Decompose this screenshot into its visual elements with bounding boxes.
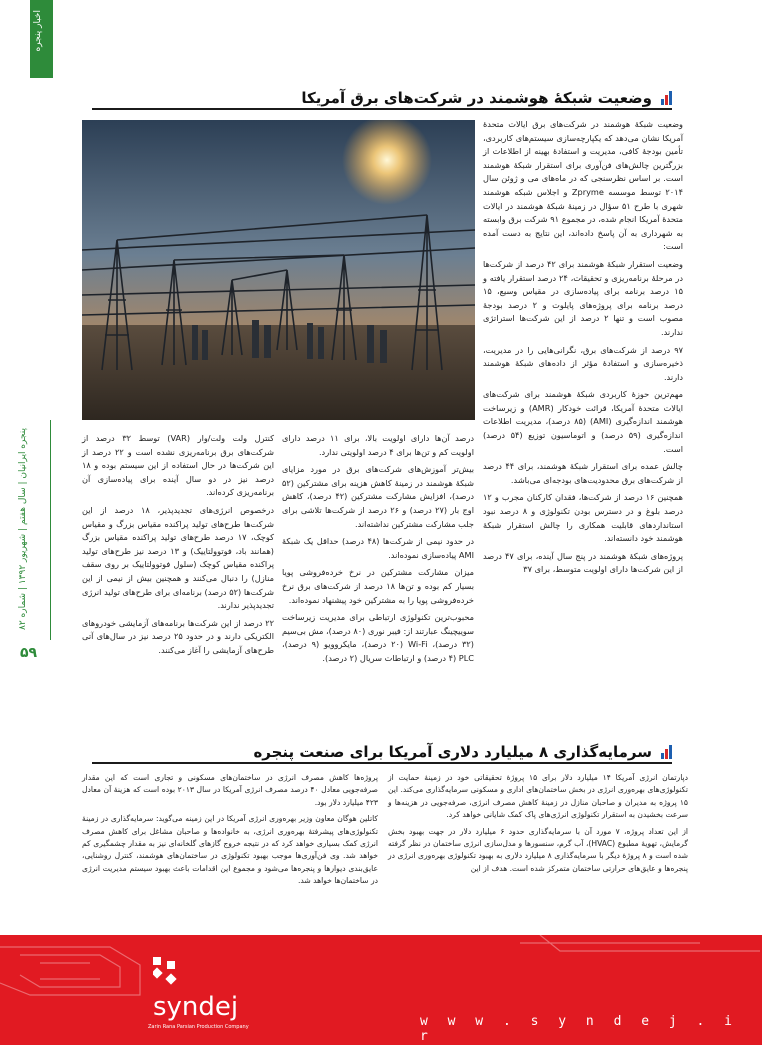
logo-wordmark: syndej [153, 992, 239, 1022]
issue-caption: پنجره ایرانیان | سال هفتم | شهریور ۱۳۹۲ | شماره ۸۲ [18, 427, 28, 630]
side-divider-lower [50, 420, 51, 640]
paragraph: وضعیت شبکۀ هوشمند در شرکت‌های برق ایالات متحدۀ آمریکا نشان می‌دهد که یکپارچه‌سازی سیستم‌های کاربردی، تأمین بودجۀ کافی، مدیریت و استفادۀ بهینه از اطلاعات از بزرگترین چالش‌های فن‌آوری برای استقرار شبکۀ هوشمند است. بر اساس نظرسنجی که در ماه‌های می و ژوئن سال ۲۰۱۴ توسط موسسه Zpryme و اجلاس شبکه هوشمند شهری با طرح ۵۱ سؤال در زمینۀ شبکۀ هوشمند در ایالات متحدۀ آمریکا انجام شده، در مجموع ۹۱ شرکت برق وابسته به شهرداری به آن پاسخ داده‌اند، این نتایج به دست آمده است: [483, 119, 683, 252]
article2-column-right [388, 772, 688, 879]
article1-title-rule [92, 108, 672, 110]
banner-slogan: سیندژ پروفیلی مطمئن برای پنجره‌های دوجداره U.P.V.C [364, 56, 722, 71]
paragraph: درصد آن‌ها دارای اولویت بالا، برای ۱۱ درصد دارای اولویت کم و تن‌ها برای ۴ درصد اولویتی ندارد. [282, 433, 474, 457]
substation-photo [82, 120, 475, 420]
article1-title: وضعیت شبکۀ هوشمند در شرکت‌های برق آمریکا [301, 89, 652, 107]
paragraph: وضعیت استقرار شبکۀ هوشمند برای ۴۲ درصد از شرکت‌ها در مرحلۀ برنامه‌ریزی و تحقیقات، ۲۴ درصد استقرار یافته و ۱۵ درصد برنامه برای پیاده‌سازی در مقیاس وسیع، ۱۵ درصد برنامه برای پروژه‌های پایلوت و ۲ درصد بودجۀ مصوب است و تنها ۲ درصد از این شرکت‌ها استراتژی ندارند. [483, 258, 684, 337]
section-tab-label: اخبار پنجره [33, 10, 43, 52]
paragraph: ۹۷ درصد از شرکت‌های برق، نگرانی‌هایی را در مدیریت، ذخیره‌سازی و استفادۀ مؤثر از داده‌های شبکۀ هوشمند دارند. [483, 344, 683, 382]
article1-column-left [82, 432, 274, 662]
article2-title: سرمایه‌گذاری ۸ میلیارد دلاری آمریکا برای صنعت پنجره [253, 743, 652, 761]
paragraph: مهم‌ترین حوزۀ کاربردی شبکۀ هوشمند برای شرکت‌های ایالات متحدۀ آمریکا، قرائت خودکار (AMR) و زیرساخت هوشمند اندازه‌گیری (AMI) (۸۵ درصد)، مدیریت اطلاعات اندازه‌گیری (۵۹ درصد) و اتوماسیون توزیع (۵۴ درصد) است. [483, 389, 683, 454]
article1-column-middle [282, 432, 474, 670]
bar-chart-icon [658, 91, 672, 105]
paragraph: چالش عمده برای استقرار شبکۀ هوشمند، برای ۴۴ درصد از شرکت‌های برق محدودیت‌های بودجه‌ای می‌باشد. [483, 461, 683, 485]
paragraph: بیش‌تر آموزش‌های شرکت‌های برق در مورد مزایای شبکۀ هوشمند در زمینۀ کاهش هزینه برای مشترکین (۵۲ درصد)، افزایش مشارکت مشترکین (۴۲ درصد)، کاهش اوج بار (۲۷ درصد) و ۲۶ درصد از شرکت‌ها تلاشی برای جلب مشارکت مشترکین نداشته‌اند. [282, 464, 474, 529]
paragraph: درخصوص انرژی‌های تجدیدپذیر، ۱۸ درصد از این شرکت‌ها طرح‌های تولید پراکنده مقیاس بزرگ و مقیاس کوچک، ۱۷ درصد طرح‌های تولید پراکنده مقیاس بزرگ (همانند باد، فوتوولتاییک) و ۱۳ درصد نیز طرح‌های تولید پراکنده مقیاس کوچک (سلول فوتوولتاییک بر روی سقف منازل) را دنبال می‌کنند و همچنین بیش از نیمی از این شرکت‌ها (۵۲ درصد) برنامه‌ای برای طرح‌های تولید انرژی تجدیدپذیر ندارند. [82, 504, 275, 611]
article1-column-right [483, 118, 683, 581]
paragraph: از این تعداد پروژه، ۷ مورد آن با سرمایه‌گذاری حدود ۶ میلیارد دلار در جهت بهبود بخش گرمایش، تهویۀ مطبوع (HVAC)، آب گرم، سنسورها و مدل‌سازی انرژی ساختمان در نظر گرفته شده است و ۸ پروژۀ دیگر با سرمایه‌گذاری ۸ میلیارد دلاری به بهبود تکنولوژی بهره‌وری انرژی در پنجره‌ها و عایق‌های حرارتی ساختمان متمرکز شده است. هدف از این [388, 826, 689, 873]
bar-chart-icon [658, 745, 672, 759]
side-divider [52, 0, 53, 78]
paragraph: میزان مشارکت مشترکین در نرخ خرده‌فروشی پویا بسیار کم بوده و تن‌ها ۱۸ درصد از شرکت‌های برق نرخ خرده‌فروشی پویا را به مشترکین خود پیشنهاد نموده‌اند. [282, 567, 474, 605]
article2-column-left [82, 772, 378, 892]
section-tab [30, 0, 52, 78]
paragraph: دپارتمان انرژی آمریکا ۱۴ میلیارد دلار برای ۱۵ پروژۀ تحقیقاتی خود در زمینۀ حمایت از تکنولوژی‌های بهره‌وری انرژی در بخش ساختمان‌های اداری و مسکونی سرمایه‌گذاری می‌کند. این ۱۵ پروژه به مدیران و صاحبان منازل در زمینۀ کاهش مصرف انرژی، صرفه‌جویی در هزینه‌ها و سرعت بخشیدن به استقرار تکنولوژی انرژی‌های پاک کمک شایانی خواهد کرد. [388, 773, 689, 820]
paragraph: کاتلین هوگان معاون وزیر بهره‌وری انرژی آمریکا در این زمینه می‌گوید: سرمایه‌گذاری در زمینۀ تکنولوژی‌های پیشرفتۀ بهره‌وری انرژی، به خانواده‌ها و صاحبان مشاغل برای کاهش مصرف انرژی کمک بسیاری خواهد کرد که در نتیجه خروج گازهای گلخانه‌ای نیز به مقدار چشمگیری کم خواهد شد. وی فن‌آوری‌ها موجب بهبود تکنولوژی در ساختمان‌های هوشمند، کنترل روشنایی، عایق‌بندی دیوارها و پنجره‌ها می‌شود و مجموع این اقدامات باعث بهبود سیستم مدیریت انرژی در ساختمان‌ها خواهد شد. [82, 814, 378, 886]
article2-title-rule [92, 762, 672, 764]
website-link[interactable]: w w w . s y n d e j . i r [420, 1014, 739, 1044]
article2-heading [92, 740, 672, 764]
article1-heading [92, 86, 672, 110]
paragraph: پروژه‌های شبکۀ هوشمند در پنج سال آینده، برای ۴۷ درصد از این شرکت‌ها دارای اولویت متوسط، برای ۳۷ [483, 550, 684, 575]
paragraph: همچنین ۱۶ درصد از شرکت‌ها، فقدان کارکنان مجرب و ۱۲ درصد بلوغ و در دسترس بودن تکنولوژی و ۸ درصد نبود استانداردهای قابلیت همکاری را چالش استقرار شبکۀ هوشمند خود دانسته‌اند. [483, 492, 683, 544]
paragraph: در حدود نیمی از شرکت‌ها (۴۸ درصد) حداقل یک شبکۀ AMI پیاده‌سازی نموده‌اند. [282, 536, 474, 560]
paragraph: پروژه‌ها کاهش مصرف انرژی در ساختمان‌های مسکونی و تجاری است که این مقدار صرفه‌جویی معادل ۴۰ درصد مصرف انرژی آمریکا در سال ۲۰۱۳ بوده است که هزینۀ آن معادل ۴۲۳ میلیارد دلار بود. [82, 773, 379, 807]
logo-subtitle: Zarin Rana Parsian Production Company [148, 1024, 249, 1030]
paragraph: ۲۲ درصد از این شرکت‌ها برنامه‌های آزمایشی خودروهای الکتریکی دارند و در حدود ۲۵ درصد نیز در سال‌های آتی طرح‌های آزمایشی را آغاز می‌کنند. [82, 617, 274, 655]
paragraph: کنترل ولت ولت/وار (VAR) توسط ۳۲ درصد از شرکت‌های برق برنامه‌ریزی نشده است و ۲۲ درصد از این شرکت‌ها در حال استفاده از این سیستم بوده و ۱۸ درصد نیز در دو سال آینده برای پیاده‌سازی آن برنامه‌ریزی کرده‌اند. [82, 433, 274, 498]
paragraph: محبوب‌ترین تکنولوژی ارتباطی برای مدیریت زیرساخت سوییچینگ عبارتند از: فیبر نوری (۸۰ درصد)، مش بی‌سیم (۳۲ درصد)، Wi-Fi (۲۰ درصد)، مایکروویو (۹ درصد)، PLC (۴ درصد) و ارتباطات سریال (۲ درصد). [282, 612, 475, 663]
page-number: ۵۹ [20, 645, 38, 661]
